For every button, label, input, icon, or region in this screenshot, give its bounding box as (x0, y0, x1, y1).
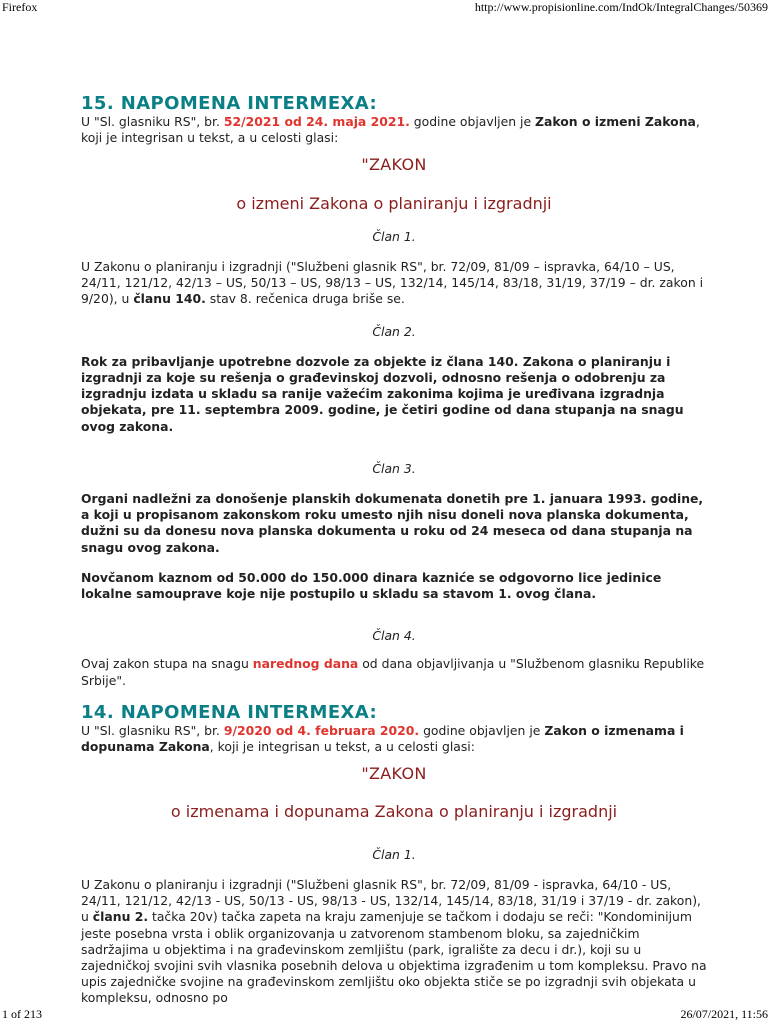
note-15-clan-3-text-2: Novčanom kaznom od 50.000 do 150.000 dinara kazniće se odgovorno lice jedinice lokalne samouprave koje nije postupilo u skladu sa stavom 1. ovog člana. (81, 569, 662, 602)
note-15-clan-2-text: Rok za pribavljanje upotrebne dozvole za objekte iz člana 140. Zakona o planiranju i izgradnji za koje su rešenja o građevinskoj dozvoli, odnosno rešenja o odobrenju za izgradnju izdata u skladu sa ranije važećim zakonima kojima je uređivana izgradnja objekata, pre 11. septembra 2009. godine, je četiri godine od dana stupanja na snagu ovog zakona. (81, 353, 684, 434)
footer-timestamp: 26/07/2021, 11:56 (680, 1007, 768, 1021)
note-14-zakon: "ZAKON (361, 764, 427, 784)
note-15-clan-3: Član 3. (372, 460, 416, 476)
note-14-gazette-ref: 9/2020 od 4. februara 2020. (223, 722, 420, 738)
footer-page-count: 1 of 213 (2, 1007, 42, 1021)
note-15-clan-2: Član 2. (372, 323, 416, 339)
note-14-clan-1: Član 1. (372, 846, 416, 862)
note-14-clan-1-text: U Zakonu o planiranju i izgradnji ("Službeni glasnik RS", br. 72/09, 81/09 - ispravka, 64/10 - US, 24/11, 121/12, 42/13 - US, 50/13 - US, 98/13 - US, 132/14, 145/14, 83/18, 31/19 i 37/19 - dr. zakon), u članu 2. tačka 20v) tačka zapeta na kraju zamenjuje se tačkom i dodaju se reči: "Kondominijum jeste posebna vrsta i oblik organizovanja u zatvorenom stambenom bloku, sa zajedničkim sadržajima u objektima i na građevinskom zemljištu (park, igralište za decu i dr.), koji su u zajedničkoj svojini svih vlasnika posebnih delova u objektima izgrađenim u tom kompleksu. Pravo na upis zajedničke svojine na građevinskom zemljištu oko objekta stiče se po izgradnji svih objekata u kompleksu, odnosno po (81, 876, 707, 1006)
header-app-name: Firefox (2, 0, 38, 14)
note-15-clan-3-text-1: Organi nadležni za donošenje planskih dokumenata donetih pre 1. januara 1993. godine, a koji u propisanom zakonskom roku umesto njih nisu doneli nova planska dokumenta, dužni su da donesu nova planska dokumenta u roku od 24 meseca od dana stupanja na snagu ovog zakona. (81, 491, 704, 555)
print-footer (0, 1007, 768, 1024)
note-14-intro: U "Sl. glasniku RS", br. 9/2020 od 4. februara 2020. godine objavljen je Zakon o izmenama i dopunama Zakona, koji je integrisan u tekst, a u celosti glasi: (81, 722, 684, 755)
note-14-heading: 14. NAPOMENA INTERMEXA: (81, 701, 378, 723)
note-15-clan-1-text: U Zakonu o planiranju i izgradnji ("Službeni glasnik RS", br. 72/09, 81/09 – ispravka, 64/10 – US, 24/11, 121/12, 42/13 – US, 50/13 – US, 98/13 – US, 132/14, 145/14, 83/18, 31/19, 37/19 – dr. zakon i 9/20), u članu 140. stav 8. rečenica druga briše se. (81, 259, 704, 307)
print-header (0, 0, 768, 18)
note-15-intro: U "Sl. glasniku RS", br. 52/2021 od 24. maja 2021. godine objavljen je Zakon o izmeni Zakona, koji je integrisan u tekst, a u celosti glasi: (81, 114, 700, 146)
note-15-zakon: "ZAKON (361, 155, 427, 175)
note-15-law-title: o izmeni Zakona o planiranju i izgradnji (236, 193, 552, 213)
header-url[interactable]: http://www.propisionline.com/IndOk/IntegralChanges/50369 (474, 0, 768, 14)
note-15-law-name: Zakon o izmeni Zakona (535, 114, 696, 129)
note-14-law-title: o izmenama i dopunama Zakona o planiranju i izgradnji (170, 802, 618, 822)
document-body (81, 94, 707, 1007)
note-15-heading: 15. NAPOMENA INTERMEXA: (81, 93, 378, 114)
note-15-gazette-ref: 52/2021 od 24. maja 2021. (223, 114, 410, 129)
note-14-law-name: Zakon o izmenama i dopunama Zakona (81, 722, 684, 755)
note-15-clan-4: Član 4. (372, 628, 416, 644)
note-15-clan-4-text: Ovaj zakon stupa na snagu narednog dana od dana objavljivanja u "Službenom glasniku Republike Srbije". (81, 656, 705, 688)
note-15-clan-1: Član 1. (372, 228, 416, 244)
